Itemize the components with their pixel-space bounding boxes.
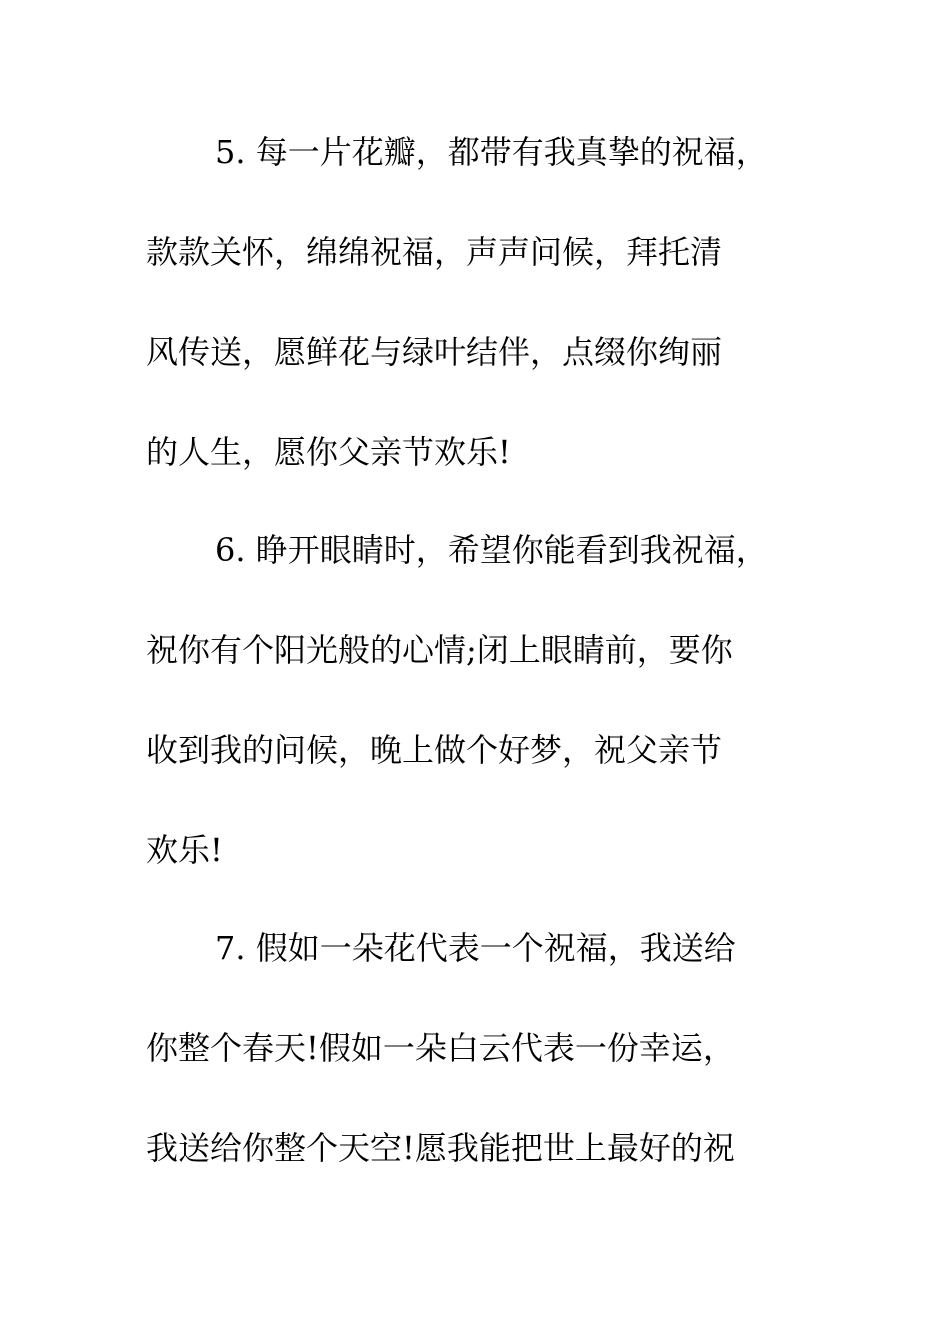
paragraph-7-line-2: 你整个春天!假如一朵白云代表一份幸运，: [146, 1029, 735, 1067]
paragraph-5-line-4: 的人生，愿你父亲节欢乐!: [146, 433, 511, 471]
paragraph-5-line-3: 风传送，愿鲜花与绿叶结伴，点缀你绚丽: [146, 333, 723, 371]
paragraph-6-line-1: 6. 睁开眼睛时，希望你能看到我祝福，: [215, 531, 768, 569]
paragraph-7-line-1: 7. 假如一朵花代表一个祝福，我送给: [215, 929, 736, 967]
paragraph-5-line-1: 5. 每一片花瓣，都带有我真挚的祝福，: [215, 133, 768, 171]
paragraph-6-line-4: 欢乐!: [146, 831, 223, 869]
paragraph-5-line-2: 款款关怀，绵绵祝福，声声问候，拜托清: [146, 233, 723, 271]
paragraph-6-line-3: 收到我的问候，晚上做个好梦，祝父亲节: [146, 731, 723, 769]
paragraph-6-line-2: 祝你有个阳光般的心情;闭上眼睛前，要你: [146, 631, 733, 669]
paragraph-7-line-3: 我送给你整个天空!愿我能把世上最好的祝: [146, 1129, 735, 1167]
